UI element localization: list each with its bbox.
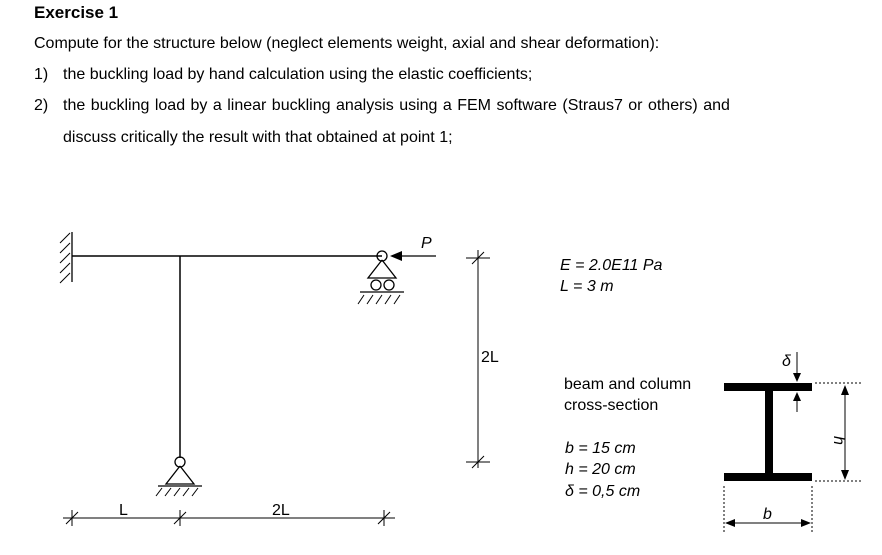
h-dimension bbox=[815, 383, 862, 481]
top-flange bbox=[724, 383, 812, 391]
delta-value: δ = 0,5 cm bbox=[565, 483, 641, 500]
dim-2L-label: 2L bbox=[272, 502, 290, 519]
delta-indicator bbox=[793, 352, 801, 412]
item-2-continuation: discuss critically the result with that obtained at point 1; bbox=[63, 129, 453, 146]
wall-hatch bbox=[60, 233, 70, 283]
web bbox=[765, 391, 773, 473]
item-1-number: 1) bbox=[34, 66, 49, 83]
E-value: E = 2.0E11 Pa bbox=[560, 257, 663, 274]
item-2-number: 2) bbox=[34, 97, 49, 114]
sec-delta-label: δ bbox=[782, 353, 791, 370]
frame bbox=[60, 232, 490, 526]
intro-text: Compute for the structure below (neglect elements weight, axial and shear deformation): bbox=[34, 35, 660, 52]
dim-vertical-label: 2L bbox=[481, 349, 499, 366]
load-arrow bbox=[390, 251, 436, 261]
section-caption-line2: cross-section bbox=[564, 397, 659, 414]
i-section bbox=[724, 352, 862, 533]
sec-h-label: h bbox=[830, 436, 847, 445]
item-2-text: the buckling load by a linear buckling analysis using a FEM software (Straus7 or others) and bbox=[63, 97, 730, 114]
h-value: h = 20 cm bbox=[565, 461, 636, 478]
exercise-title: Exercise 1 bbox=[34, 3, 119, 22]
load-label: P bbox=[421, 235, 432, 252]
pin-support bbox=[156, 457, 202, 496]
item-1-text: the buckling load by hand calculation using the elastic coefficients; bbox=[63, 66, 533, 83]
dim-L-label: L bbox=[119, 502, 128, 519]
bottom-flange bbox=[724, 473, 812, 481]
dim-horizontal bbox=[63, 510, 395, 526]
b-value: b = 15 cm bbox=[565, 440, 636, 457]
sec-b-label: b bbox=[763, 506, 772, 523]
L-value: L = 3 m bbox=[560, 278, 614, 295]
section-caption-line1: beam and column bbox=[564, 376, 692, 393]
